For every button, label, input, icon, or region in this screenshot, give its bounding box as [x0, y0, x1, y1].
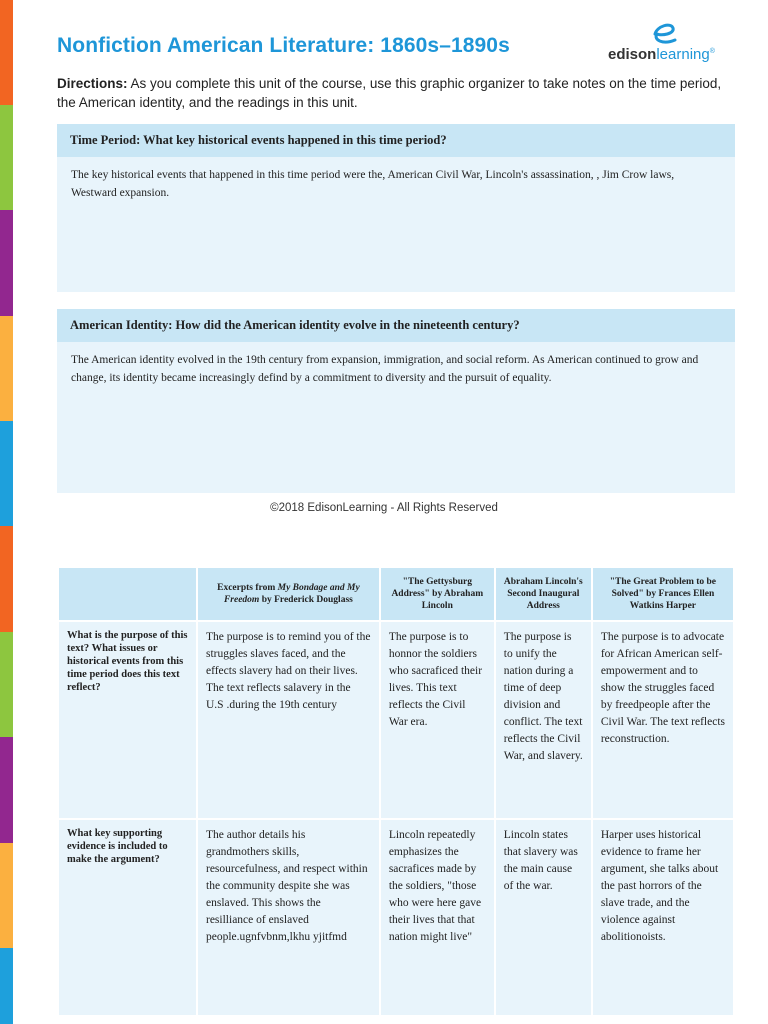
- table-row: [59, 622, 733, 818]
- stripe-segment: [0, 316, 13, 421]
- column-header: [593, 568, 733, 620]
- table-header-row: [59, 568, 733, 620]
- logo-wordmark: [608, 46, 715, 63]
- stripe-segment: [0, 0, 13, 105]
- stripe-segment: [0, 210, 13, 316]
- answer-cell[interactable]: The author details his grandmothers skills, resourcefulness, and respect within the community despite she was enslaved. This shows the resilliance of enslaved people.ugnfvbnm,lkhu yjitfmd: [198, 820, 379, 1015]
- stripe-segment: [0, 105, 13, 210]
- american-identity-answer[interactable]: The American identity evolved in the 19th century from expansion, immigration, and social reform. As American continued to grow and change, its identity became increasingly defind by a commitment to diversity and the pursuit of equality.: [71, 354, 699, 384]
- logo-name-bold: edison: [608, 46, 657, 63]
- row-question: What key supporting evidence is included to make the argument?: [59, 820, 196, 1015]
- time-period-heading: Time Period: What key historical events happened in this time period?: [57, 124, 735, 157]
- column-header: [381, 568, 494, 620]
- registered-mark: ®: [709, 48, 715, 55]
- american-identity-heading: American Identity: How did the American identity evolve in the nineteenth century?: [57, 309, 735, 342]
- answer-cell[interactable]: Harper uses historical evidence to frame her argument, she talks about the past horrors of the slave trade, and the violence against abolitionoists.: [593, 820, 733, 1015]
- edison-learning-logo: [608, 18, 726, 68]
- time-period-answer[interactable]: The key historical events that happened in this time period were the, American Civil War, Lincoln's assassination, , Jim Crow laws, Westward expansion.: [71, 169, 675, 199]
- table-row: [59, 820, 733, 1015]
- stripe-segment: [0, 632, 13, 737]
- column-header: [198, 568, 379, 620]
- column-header-text: "The Great Problem to be Solved" by Frances Ellen Watkins Harper: [609, 577, 717, 611]
- copyright-notice: ©2018 EdisonLearning - All Rights Reserved: [270, 502, 498, 514]
- column-header-text: Abraham Lincoln's Second Inaugural Address: [503, 577, 583, 611]
- column-header-text: Excerpts from: [217, 583, 278, 593]
- directions: [57, 74, 737, 112]
- time-period-section: [57, 124, 735, 292]
- stripe-segment: [0, 948, 13, 1024]
- answer-cell[interactable]: The purpose is to remind you of the struggles slaves faced, and the effects slavery had on their lives. The text reflects salavery in the U.S .during the 19th century: [198, 622, 379, 818]
- answer-cell[interactable]: The purpose is to honnor the soldiers who sacraficed their lives. This text reflects the Civil War era.: [381, 622, 494, 818]
- column-header-italic: My Bondage and My Freedom: [223, 583, 360, 605]
- answer-cell[interactable]: The purpose is to unify the nation during a time of deep division and conflict. The text reflects the Civil War, and slavery.: [496, 622, 591, 818]
- directions-text: As you complete this unit of the course, use this graphic organizer to take notes on the time period, the American identity, and the readings in this unit.: [57, 76, 722, 110]
- stripe-segment: [0, 526, 13, 632]
- page-title: Nonfiction American Literature: 1860s–1890s: [57, 34, 510, 57]
- answer-cell[interactable]: Lincoln repeatedly emphasizes the sacrafices made by the soldiers, "those who were here gave their lives that that nation might live": [381, 820, 494, 1015]
- stripe-segment: [0, 843, 13, 948]
- american-identity-section: [57, 309, 735, 493]
- logo-name-light: learning: [656, 46, 710, 63]
- readings-organizer-table: [57, 566, 735, 1017]
- edison-e-swirl-icon: [649, 18, 683, 46]
- column-header: [496, 568, 591, 620]
- answer-cell[interactable]: The purpose is to advocate for African American self-empowerment and to show the struggles faced by freedpeople after the Civil War. The text reflects reconstruction.: [593, 622, 733, 818]
- column-header-text: by Frederick Douglass: [259, 595, 353, 605]
- stripe-segment: [0, 737, 13, 843]
- answer-cell[interactable]: Lincoln states that slavery was the main cause of the war.: [496, 820, 591, 1015]
- column-header-text: "The Gettysburg Address" by Abraham Lincoln: [391, 577, 484, 611]
- row-question: What is the purpose of this text? What issues or historical events from this time period does this text reflect?: [59, 622, 196, 818]
- table-corner-cell: [59, 568, 196, 620]
- directions-label: Directions:: [57, 76, 128, 91]
